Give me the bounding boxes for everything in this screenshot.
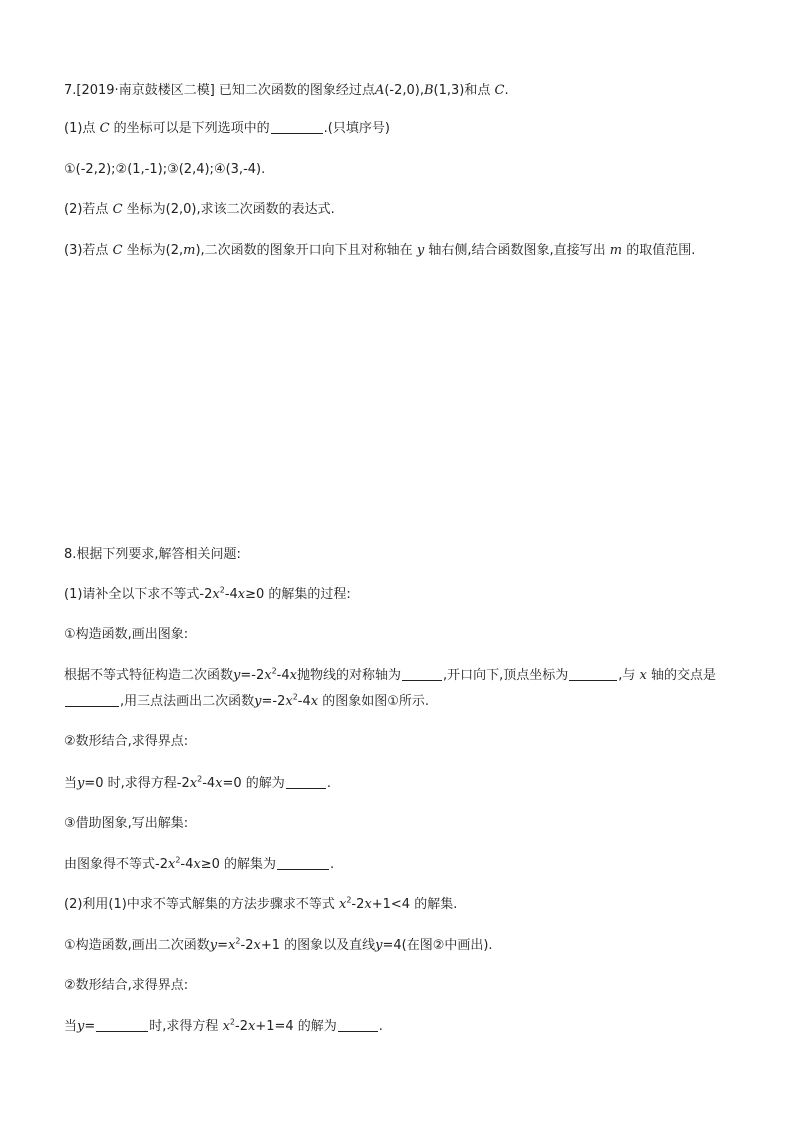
question-stem: 已知二次函数的图象经过点: [218, 83, 375, 98]
q8-title: 8.根据下列要求,解答相关问题:: [64, 547, 241, 562]
solution-set-blank[interactable]: [277, 856, 329, 870]
q7-options: ①(-2,2);②(1,-1);③(2,4);④(3,-4).: [64, 162, 266, 177]
q8-step1-text-a: 根据不等式特征构造二次函数$y=-2x^2-4x$抛物线的对称轴为 ,开口向下,顶点坐标为 ,与 x 轴的交点是: [64, 666, 717, 683]
q8-part2-step1: ①构造函数,画出二次函数$y=x^2-2x+1$ 的图象以及直线y=4(在图②中画出).: [64, 936, 493, 953]
equation-solution-blank[interactable]: [338, 1018, 378, 1032]
intersection-blank[interactable]: [65, 693, 119, 707]
q8-step1: ①构造函数,画出图象:: [64, 627, 189, 642]
q8-step2: ②数形结合,求得界点:: [64, 734, 189, 749]
q8-step1-text-b: ,用三点法画出二次函数$y=-2x^2-4x$ 的图象如图①所示.: [64, 693, 429, 711]
question-source: [2019·南京鼓楼区二模]: [76, 83, 215, 98]
q8-part2-step2-text: 当y= 时,求得方程 $x^2-2x+1=4$ 的解为 .: [64, 1017, 383, 1034]
y-value-blank[interactable]: [96, 1018, 148, 1032]
q8-part2-step2: ②数形结合,求得界点:: [64, 978, 189, 993]
q8-part2: (2)利用(1)中求不等式解集的方法步骤求不等式 $x^2-2x+1<4$ 的解集.: [64, 895, 458, 912]
q8-step2-text: 当y=0 时,求得方程$-2x^2-4x=0$ 的解为 .: [64, 774, 331, 791]
solution-blank[interactable]: [286, 775, 326, 789]
q7-part3: (3)若点 C 坐标为(2,m),二次函数的图象开口向下且对称轴在 y 轴右侧,结合函数图象,直接写出 m 的取值范围.: [64, 243, 696, 258]
q7-part1: (1)点 C 的坐标可以是下列选项中的 .(只填序号): [64, 121, 390, 136]
answer-blank[interactable]: [271, 120, 323, 134]
question-number: 7.: [64, 83, 77, 98]
q7-part2: (2)若点 C 坐标为(2,0),求该二次函数的表达式.: [64, 202, 335, 217]
q8-step3: ③借助图象,写出解集:: [64, 816, 189, 831]
vertex-blank[interactable]: [569, 667, 617, 681]
q8-part1: (1)请补全以下求不等式$-2x^2-4x\ge 0$ 的解集的过程:: [64, 585, 351, 602]
q7-header: 7.[2019·南京鼓楼区二模] 已知二次函数的图象经过点A(-2,0),B(1,3)和点 C.: [64, 83, 509, 98]
q8-step3-text: 由图象得不等式$-2x^2-4x\ge 0$ 的解集为 .: [64, 855, 335, 872]
axis-blank[interactable]: [402, 667, 442, 681]
